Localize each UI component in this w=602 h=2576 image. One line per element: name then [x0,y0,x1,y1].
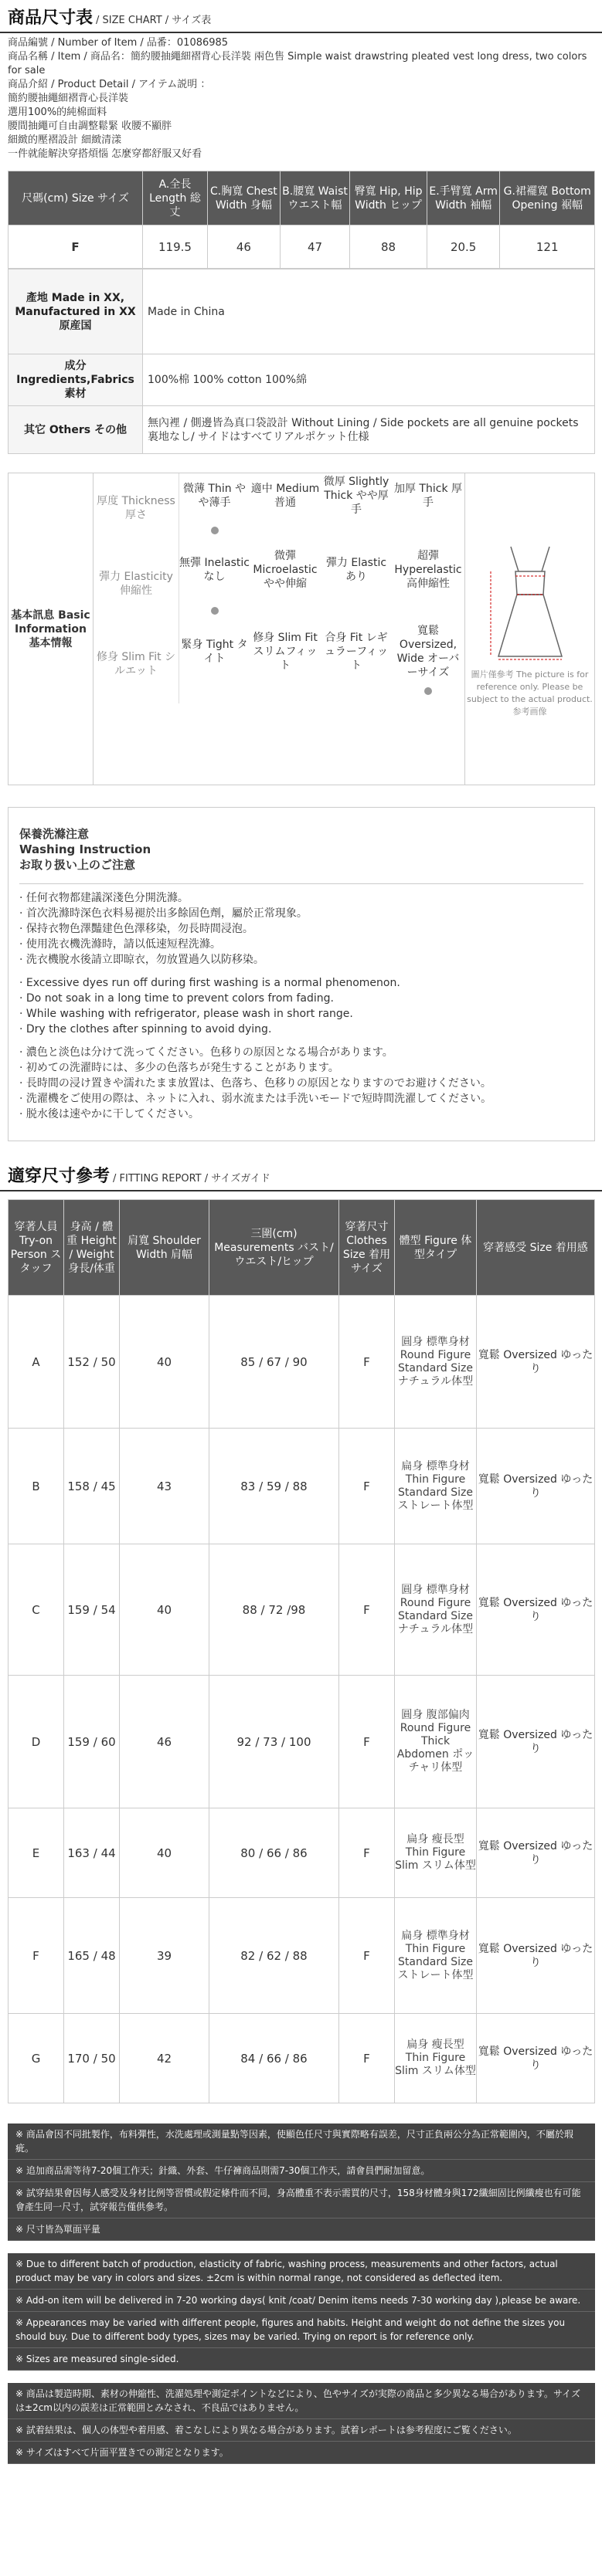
note-jp: ※ 商品は製造時期、素材の伸縮性、洗濯処理や測定ポイントなどにより、色やサイズが実際の商品と多少異なる場合があります。サイズは±2cm以内の誤差は正常範囲とみなされ、不良品ではありません。 [8,2383,595,2419]
fit-option: 緊身 Tight タイト [179,625,250,679]
elasticity-marker-slot [179,597,250,625]
thickness-marker-slot [321,518,392,543]
fit-marker-slot [392,679,464,703]
cell: C [9,1544,64,1676]
thickness-option: 微厚 Slightly Thick やや厚手 [323,476,389,516]
note-zh: ※ 試穿結果會因每人感受及身材比例等習慣或假定條件而不同，身高體重不表示需買的尺寸，158身材體身與172纖細固比例纖瘦也有可能會產生同一尺寸，試穿報告僅供參考。 [8,2182,595,2218]
size-table [8,171,595,269]
figure-cell: 圓身 腹部偏肉 Round Figure Thick Abdomen ポッチャリ体型 [395,1676,477,1808]
size-chart-title: 商品尺寸表 [8,8,94,28]
cell: F [339,1676,395,1808]
notes-gap [8,2241,595,2253]
cell: B [9,1429,64,1544]
figure-cell: 扁身 瘦長型 Thin Figure Slim スリム体型 [395,2014,477,2103]
note-jp: ※ サイズはすべて片面平置きでの測定となります。 [8,2442,595,2464]
col-header: 肩寬 Shoulder Width 肩幅 [120,1200,209,1296]
wash-line: · Excessive dyes run off during first washing is a normal phenomenon. [19,977,400,989]
fit-option: 修身 Slim Fit スリムフィット [253,632,318,672]
fitting-row [9,1676,595,1808]
wash-line: · 初めての洗濯時には、多少の色落ちが発生することがあります。 [19,1062,339,1074]
col-header: 身高 / 體重 Height / Weight 身長/体重 [64,1200,120,1296]
info-line: 簡約腰抽繩細褶背心長洋裝 [8,93,129,104]
fitting-row [9,2014,595,2103]
thickness-marker-slot [250,518,321,543]
dress-illustration [464,473,594,785]
washing-jp [19,1045,583,1122]
note-zh: ※ 商品會因不同批製作，布料彈性，水洗處理或測量點等因素，使顯色任尺寸與實際略有誤差，尺寸正負兩公分為正常範圍內，不屬於瑕疵。 [8,2124,595,2160]
fit-option: 寬鬆 Oversized, Wide オーバーサイズ [396,625,460,679]
fitting-report-header [0,1158,602,1191]
size-table-header [9,171,595,225]
wash-line: · 洗衣機脫水後請立即晾衣，勿放置過久以防移染。 [19,954,264,966]
cell: F [339,1296,395,1429]
cell: 88 / 72 /98 [209,1544,339,1676]
selected-dot [211,527,219,534]
cell: 152 / 50 [64,1296,120,1429]
basic-grid [94,473,464,785]
elasticity-option: 超彈 Hyperelastic 高伸縮性 [394,550,462,590]
size-chart-subtitle: / SIZE CHART / サイズ表 [96,15,212,26]
cell: 88 [350,225,427,269]
cell: 40 [120,1808,209,1898]
cell: 170 / 50 [64,2014,120,2103]
cell: F [9,225,143,269]
cell: 42 [120,2014,209,2103]
fitting-row [9,1429,595,1544]
col-header: 穿著人員 Try-on Person スタッフ [9,1200,64,1296]
cell: 158 / 45 [64,1429,120,1544]
note-zh: ※ 尺寸皆為單面平量 [8,2218,595,2241]
selected-dot [424,687,432,695]
col-header: C.胸寬 Chest Width 身幅 [207,171,280,225]
cell: 39 [120,1898,209,2014]
figure-cell: 扁身 標準身材 Thin Figure Standard Size ストレート体型 [395,1898,477,2014]
col-header: G.裙襬寬 Bottom Opening 裾幅 [500,171,595,225]
cell: G [9,2014,64,2103]
cell: 80 / 66 / 86 [209,1808,339,1898]
note-en: ※ Sizes are measured single-sided. [8,2348,595,2371]
figure-cell: 圓身 標準身材 Round Figure Standard Size ナチュラル体型 [395,1544,477,1676]
washing-en [19,975,583,1037]
fitting-header-row [9,1200,595,1296]
info-line: 商品名稱 / Item / 商品名：簡約腰抽繩細褶背心長洋裝 兩色售 Simple waist drawstring pleated vest long dress, two colors for sale [8,51,587,76]
picture-note: 圖片僅參考 The picture is for reference only. Please be subject to the actual product. 参考画像 [467,669,593,717]
fit-feel-cell: 寬鬆 Oversized ゆったり [477,1429,595,1544]
cell: 163 / 44 [64,1808,120,1898]
others-label: 其它 Others その他 [9,406,143,454]
figure-cell: 圓身 標準身材 Round Figure Standard Size ナチュラル体型 [395,1296,477,1429]
cell: F [9,1898,64,2014]
col-header: 穿著感受 Size 着用感 [477,1200,595,1296]
fit-marker-slot [321,679,392,703]
thickness-option: 適中 Medium 普通 [250,483,320,509]
elasticity-label: 彈力 Elasticity 伸縮性 [99,571,173,597]
cell: 159 / 60 [64,1676,120,1808]
fitting-row [9,1544,595,1676]
wash-line: · 任何衣物都建議深淺色分開洗滌。 [19,892,189,904]
cell: 40 [120,1544,209,1676]
material-table [8,269,595,454]
composition-value: 100%棉 100% cotton 100%綿 [143,354,595,406]
notes-gap [8,2371,595,2383]
origin-value: Made in China [143,269,595,354]
product-info [0,36,602,161]
washing-title-jp: お取り扱い上のご注意 [19,858,136,872]
fit-option: 合身 Fit レギュラーフィット [324,632,389,672]
wash-line: · 濃色と淡色は分けて洗ってください。色移りの原因となる場合があります。 [19,1046,393,1059]
selected-dot [211,607,219,615]
cell: F [339,1429,395,1544]
col-header: 穿著尺寸 Clothes Size 着用サイズ [339,1200,395,1296]
cell: 159 / 54 [64,1544,120,1676]
washing-instruction [8,807,595,1141]
cell: 121 [500,225,595,269]
elasticity-marker-slot [321,597,392,625]
fitting-row [9,1898,595,2014]
fitting-title: 適穿尺寸參考 [8,1167,111,1186]
info-line: 腰間抽繩可自由調整鬆緊 收腰不顯胖 [8,120,172,132]
note-en: ※ Appearances may be varied with different people, figures and habits. Height and weight do not define the sizes you should buy. Due to different body types, sizes may be varied. Trying on report is for reference only. [8,2312,595,2348]
wash-line: · Dry the clothes after spinning to avoid dying. [19,1023,272,1035]
cell: F [339,1808,395,1898]
dress-diagram-icon [488,541,573,664]
cell: 46 [120,1676,209,1808]
fit-feel-cell: 寬鬆 Oversized ゆったり [477,2014,595,2103]
cell: 85 / 67 / 90 [209,1296,339,1429]
thickness-option: 微薄 Thin やや薄手 [179,473,250,518]
fit-feel-cell: 寬鬆 Oversized ゆったり [477,1544,595,1676]
info-line: 選用100%的純棉面料 [8,107,107,118]
cell: 43 [120,1429,209,1544]
note-en: ※ Add-on item will be delivered in 7-20 working days( knit /coat/ Denim items needs 7-30 working day ),please be aware. [8,2290,595,2312]
col-header: 體型 Figure 体型タイプ [395,1200,477,1296]
size-chart-header [0,0,602,33]
figure-cell: 扁身 標準身材 Thin Figure Standard Size ストレート体型 [395,1429,477,1544]
fitting-table [8,1199,595,2103]
washing-title-zh: 保養洗滌注意 [19,827,90,841]
cell: F [339,1544,395,1676]
notes-panel [8,2124,595,2464]
col-header: E.手臂寬 Arm Width 袖幅 [427,171,500,225]
note-zh: ※ 追加商品需等待7-20個工作天；針織、外套、牛仔褲商品則需7-30個工作天，請會員們耐加留意。 [8,2160,595,2182]
cell: A [9,1296,64,1429]
cell: 40 [120,1296,209,1429]
info-line: 商品編號 / Number of Item / 品番：01086985 [8,37,229,49]
cell: 84 / 66 / 86 [209,2014,339,2103]
fit-label: 修身 Slim Fit シルエット [96,651,176,677]
cell: E [9,1808,64,1898]
wash-line: · While washing with refrigerator, please wash in short range. [19,1008,353,1020]
fit-feel-cell: 寬鬆 Oversized ゆったり [477,1296,595,1429]
basic-information [8,473,595,785]
fit-feel-cell: 寬鬆 Oversized ゆったり [477,1898,595,2014]
note-en: ※ Due to different batch of production, elasticity of fabric, washing process, measurements and other factors, actual product may be vary in colors and sizes. ±2cm is within normal range, not considered as deflected item. [8,2253,595,2290]
info-line: 一件就能解決穿搭煩惱 怎麼穿都舒服又好看 [8,148,202,160]
thickness-label: 厚度 Thickness 厚さ [97,495,175,521]
cell: 47 [280,225,349,269]
origin-label: 產地 Made in XX, Manufactured in XX 原産国 [9,269,143,354]
fitting-subtitle: / FITTING REPORT / サイズガイド [113,1173,270,1185]
wash-line: · 保持衣物色澤豔建色色澤移染，勿長時間浸泡。 [19,923,253,935]
thickness-marker-slot [179,518,250,543]
basic-title: 基本訊息 Basic Information 基本情報 [9,473,94,785]
size-row [9,225,595,269]
cell: 165 / 48 [64,1898,120,2014]
col-header: B.腰寬 Waist ウエスト幅 [280,171,349,225]
cell: 82 / 62 / 88 [209,1898,339,2014]
col-header: A.全長 Length 総丈 [143,171,208,225]
elasticity-option: 無彈 Inelastic なし [179,543,250,597]
wash-line: · Do not soak in a long time to prevent colors from fading. [19,992,334,1005]
fit-feel-cell: 寬鬆 Oversized ゆったり [477,1808,595,1898]
elasticity-marker-slot [392,597,464,625]
cell: D [9,1676,64,1808]
col-header: 臀寬 Hip, Hip Width ヒップ [350,171,427,225]
thickness-option: 加厚 Thick 厚手 [393,483,463,509]
elasticity-option: 彈力 Elastic あり [325,557,387,583]
cell: 46 [207,225,280,269]
fit-marker-slot [250,679,321,703]
info-line: 商品介紹 / Product Detail / アイテム説明 ： [8,79,211,90]
figure-cell: 扁身 瘦長型 Thin Figure Slim スリム体型 [395,1808,477,1898]
washing-title-en: Washing Instruction [19,842,151,856]
cell: 83 / 59 / 88 [209,1429,339,1544]
fit-marker-slot [179,679,250,703]
wash-line: · 洗濯機をご使用の際は、ネットに入れ、弱水流または手洗いモードで短時間洗濯してください。 [19,1093,492,1105]
cell: F [339,1898,395,2014]
cell: F [339,2014,395,2103]
cell: 92 / 73 / 100 [209,1676,339,1808]
cell: 119.5 [143,225,208,269]
info-line: 細緻的壓褶設計 細緻清漾 [8,134,122,146]
wash-line: · 脱水後は速やかに干してください。 [19,1108,199,1120]
elasticity-option: 微彈 Microelastic やや伸縮 [253,550,318,590]
col-header: 尺碼(cm) Size サイズ [9,171,143,225]
wash-line: · 長時間の浸け置きや濡れたまま放置は、色落ち、色移りの原因となりますのでお避けください。 [19,1077,491,1090]
composition-label: 成分 Ingredients,Fabrics 素材 [9,354,143,406]
elasticity-marker-slot [250,597,321,625]
fitting-row [9,1808,595,1898]
note-jp: ※ 試着結果は、個人の体型や着用感、着こなしにより異なる場合があります。試着レポートは参考程度にご覧ください。 [8,2419,595,2442]
col-header: 三圍(cm) Measurements バスト/ウエスト/ヒップ [209,1200,339,1296]
wash-line: · 使用洗衣機洗滌時，請以低速短程洗滌。 [19,938,221,951]
wash-line: · 首次洗滌時深色衣料易褪於出多餘固色劑，屬於正常現象。 [19,907,308,920]
washing-zh [19,890,583,968]
fitting-row [9,1296,595,1429]
others-value: 無內裡 / 側邊皆為真口袋設計 Without Lining / Side pockets are all genuine pockets 裏地なし/ サイドはすべてリアルポケット仕様 [143,406,595,454]
thickness-marker-slot [392,518,464,543]
fit-feel-cell: 寬鬆 Oversized ゆったり [477,1676,595,1808]
cell: 20.5 [427,225,500,269]
